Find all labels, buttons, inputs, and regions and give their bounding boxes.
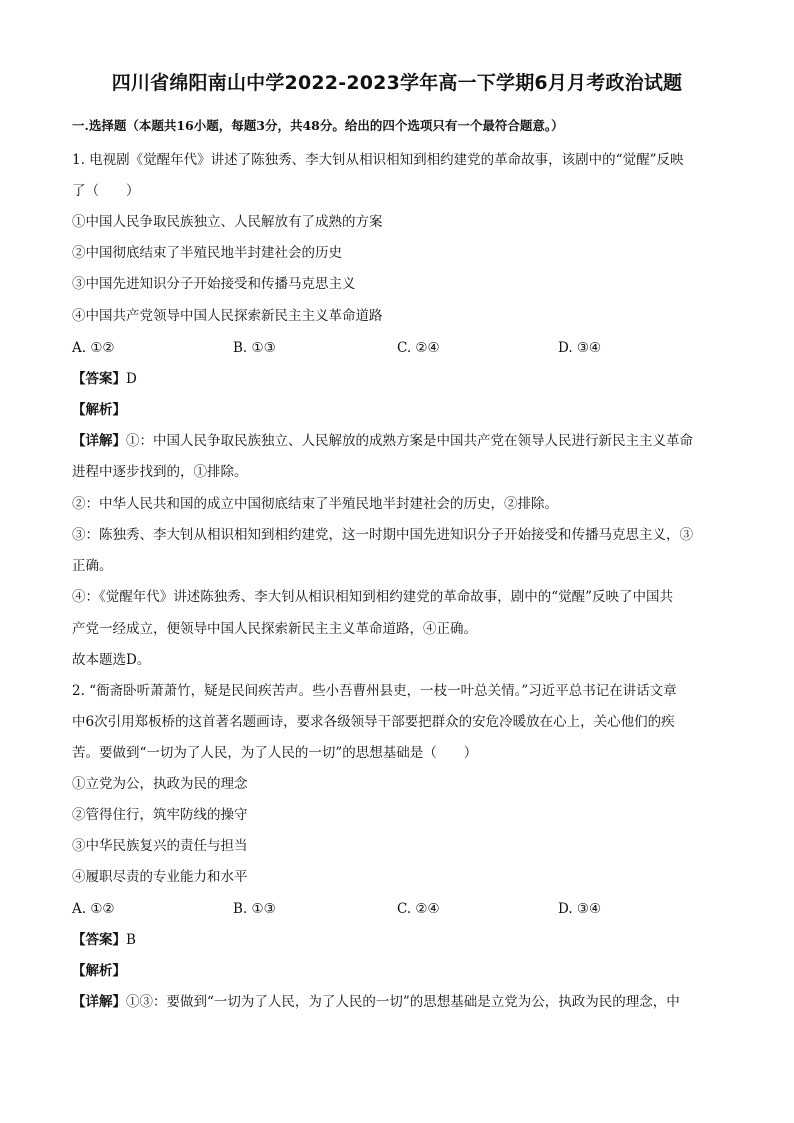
q1-stem-line-2: 了（ ） [72, 183, 140, 199]
q2-stem-line-3: 苦。要做到“一切为了人民，为了人民的一切”的思想基础是（ ） [72, 745, 478, 761]
document-title: 四川省绵阳南山中学2022-2023学年高一下学期6月月考政治试题 [111, 72, 683, 94]
detail-text: ①③：要做到“一切为了人民，为了人民的一切”的思想基础是立党为公，执政为民的理念，中 [126, 994, 680, 1010]
q1-option-c: C. ②④ [397, 340, 440, 356]
q1-item-4: ④中国共产党领导中国人民探索新民主主义革命道路 [72, 308, 383, 324]
q2-item-2: ②管得住行，筑牢防线的操守 [72, 807, 248, 823]
q1-option-b: B. ①③ [233, 340, 276, 356]
q1-option-d: D. ③④ [558, 340, 602, 356]
q1-detail-line-6: ④：《觉醒年代》讲述陈独秀、李大钊从相识相知到相约建党的革命故事，剧中的“觉醒”反映了中国共 [72, 589, 674, 605]
q2-analysis-tag: 【解析】 [72, 963, 126, 979]
answer-value: B [126, 932, 136, 948]
q2-stem-line-1: 2. “衙斋卧听萧萧竹，疑是民间疾苦声。些小吾曹州县吏，一枝一叶总关情。”习近平总书记在讲话文章 [72, 683, 677, 699]
q2-option-b: B. ①③ [233, 901, 276, 917]
detail-tag: 【详解】 [72, 994, 126, 1010]
detail-text: ①：中国人民争取民族独立、人民解放的成熟方案是中国共产党在领导人民进行新民主主义革命 [126, 433, 693, 449]
q1-detail-line-4: ③：陈独秀、李大钊从相识相知到相约建党，这一时期中国先进知识分子开始接受和传播马克思主义，③ [72, 527, 693, 543]
q1-detail-line-7: 产党一经成立，便领导中国人民探索新民主主义革命道路，④正确。 [72, 621, 477, 637]
q2-item-4: ④履职尽责的专业能力和水平 [72, 869, 248, 885]
q2-answer [72, 930, 136, 950]
answer-tag: 【答案】 [72, 932, 126, 948]
q2-option-c: C. ②④ [397, 901, 440, 917]
q2-item-1: ①立党为公，执政为民的理念 [72, 776, 248, 792]
q1-analysis-tag: 【解析】 [72, 402, 126, 418]
answer-tag: 【答案】 [72, 371, 126, 387]
section-heading: 一.选择题（本题共16小题，每题3分，共48分。给出的四个选项只有一个最符合题意。） [72, 118, 564, 133]
q1-detail-line-3: ②：中华人民共和国的成立中国彻底结束了半殖民地半封建社会的历史，②排除。 [72, 496, 558, 512]
q1-stem-line-1: 1. 电视剧《觉醒年代》讲述了陈独秀、李大钊从相识相知到相约建党的革命故事，该剧中的“觉醒”反映 [72, 152, 684, 168]
q1-option-a: A. ①② [72, 340, 115, 356]
q1-item-2: ②中国彻底结束了半殖民地半封建社会的历史 [72, 245, 342, 261]
q1-detail-line-2: 进程中逐步找到的，①排除。 [72, 464, 248, 480]
q2-option-a: A. ①② [72, 901, 115, 917]
q2-stem-line-2: 中6次引用郑板桥的这首著名题画诗，要求各级领导干部要把群众的安危冷暖放在心上，关心他们的疾 [72, 714, 675, 730]
q1-item-1: ①中国人民争取民族独立、人民解放有了成熟的方案 [72, 214, 383, 230]
q2-option-d: D. ③④ [558, 901, 602, 917]
q1-answer [72, 369, 137, 389]
detail-tag: 【详解】 [72, 433, 126, 449]
answer-value: D [126, 371, 137, 387]
q1-detail-line-8: 故本题选D。 [72, 652, 151, 668]
q1-detail-line-5: 正确。 [72, 558, 113, 574]
q2-item-3: ③中华民族复兴的责任与担当 [72, 838, 248, 854]
q1-detail-line-1 [72, 431, 693, 451]
q2-detail-line-1 [72, 992, 680, 1012]
q1-item-3: ③中国先进知识分子开始接受和传播马克思主义 [72, 276, 356, 292]
